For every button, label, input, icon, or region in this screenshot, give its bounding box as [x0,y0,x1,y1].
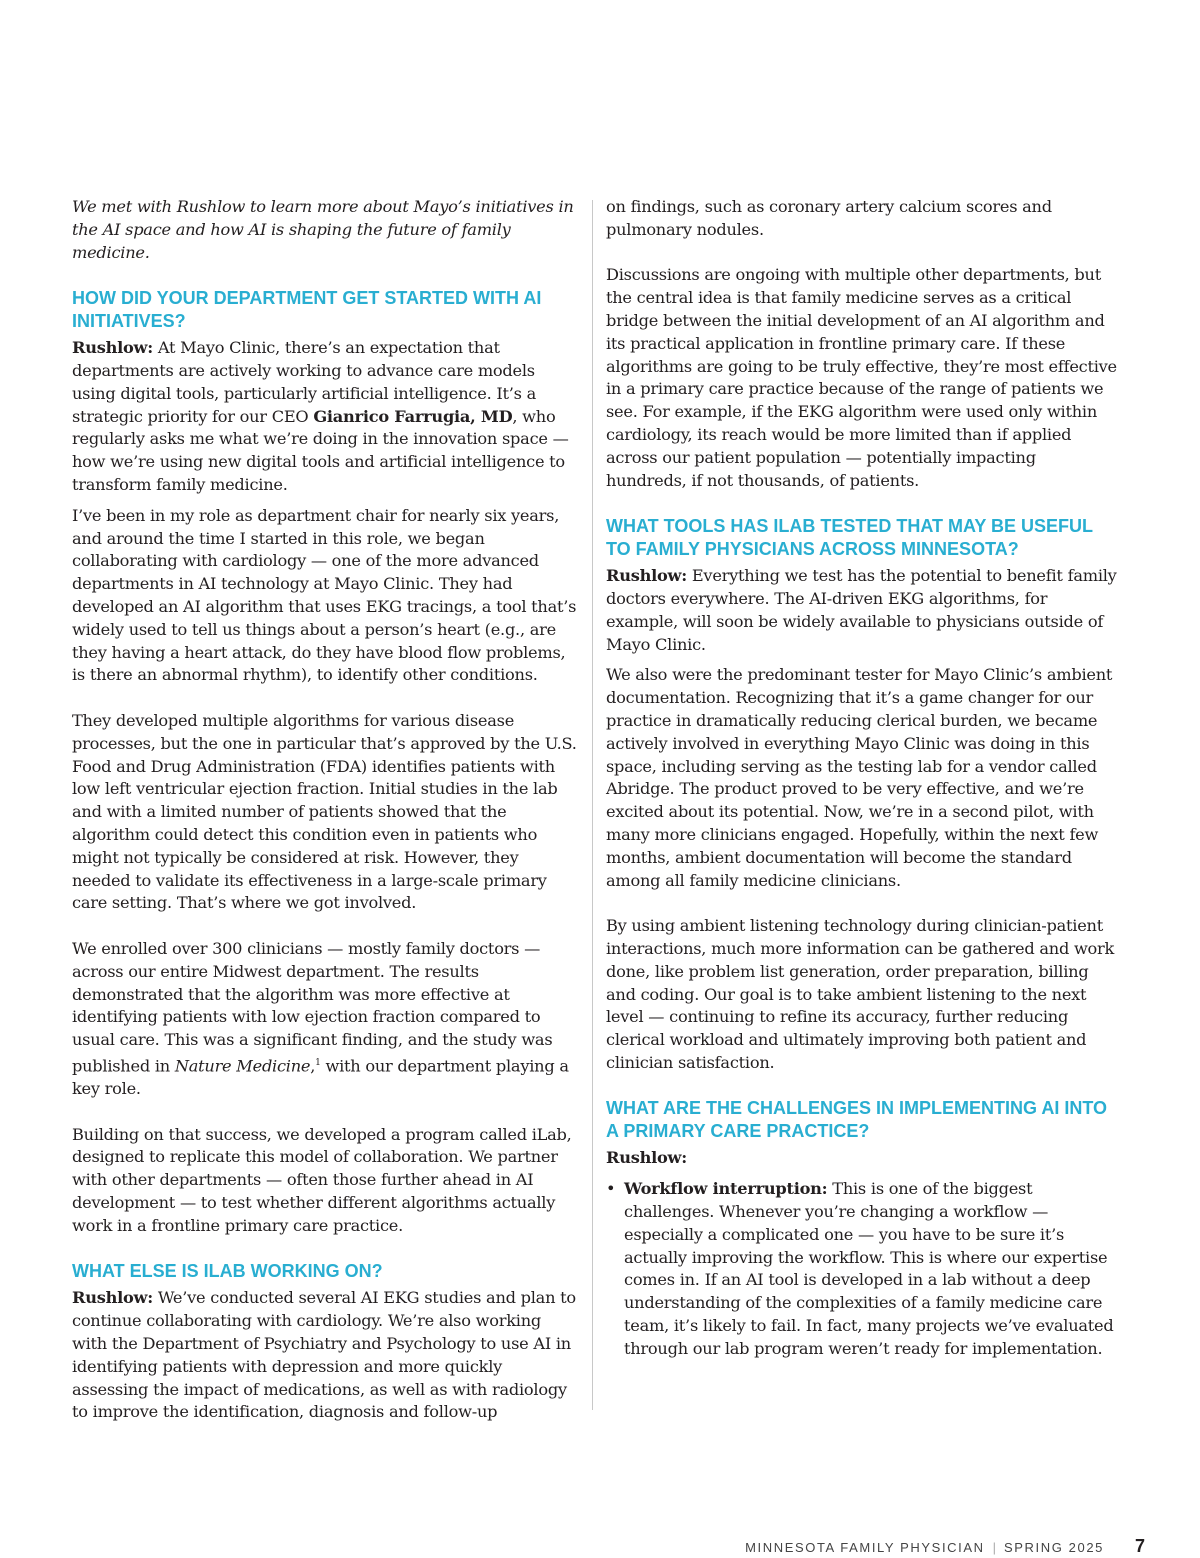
publication-name: MINNESOTA FAMILY PHYSICIAN [745,1540,985,1555]
body-paragraph: We enrolled over 300 clinicians — mostly family doctors — across our entire Midwest department. The results demonstrated that the algorithm was more effective at identifying patients with low ejection fraction compared to usual care. This was a significant finding, and the study was published in Nature Medicine,$^1$ with our department playing a key role. [72,938,569,1099]
intro-paragraph: We met with Rushlow to learn more about Mayo’s initiatives in the AI space and how AI is shaping the future of family medicine. [72,197,574,262]
speaker-label: Rushlow: [606,1148,687,1168]
issue-label: SPRING 2025 [1004,1540,1104,1555]
speaker-label: Rushlow: [72,338,153,358]
answer-paragraph [606,1147,1118,1170]
answer-paragraph: Rushlow: We’ve conducted several AI EKG studies and plan to continue collaborating with cardiology. We’re also working with the Department of Psychiatry and Psychology to use AI in identifying patients with depression and more quickly assessing the impact of medications, as well as with radiology to improve the identification, diagnosis and follow-up [72,1288,576,1422]
footnote-marker: 1 [315,1057,321,1068]
body-paragraph: Building on that success, we developed a program called iLab, designed to replicate this model of collaboration. We partner with other departments — often those further ahead in AI development — to test whether different algorithms actually work in a frontline primary care practice. [72,1124,572,1235]
question-heading-1: HOW DID YOUR DEPARTMENT GET STARTED WITH AI INITIATIVES? [72,288,542,332]
body-paragraph: Discussions are ongoing with multiple other departments, but the central idea is that family medicine serves as a critical bridge between the initial development of an AI algorithm and its practical application in frontline primary care. If these algorithms are going to be truly effective, they’re most effective in a primary care practice because of the range of patients we see. For example, if the EKG algorithm were used only within cardiology, its reach would be more limited than if applied across our patient population — potentially impacting hundreds, if not thousands, of patients. [606,265,1117,490]
list-item: • Workflow interruption: This is one of the biggest challenges. Whenever you’re changing a workflow — especially a complicated one — you have to be sure it’s actually improving the workflow. This is where our expertise comes in. If an AI tool is developed in a lab without a deep understanding of the complexities of a family medicine care team, it’s likely to fail. In fact, many projects we’ve evaluated through our lab program weren’t ready for implementation. [606,1178,1118,1360]
question-heading-4: WHAT ARE THE CHALLENGES IN IMPLEMENTING AI INTO A PRIMARY CARE PRACTICE? [606,1098,1107,1142]
left-column [72,196,578,1432]
column-divider [592,200,593,1410]
speaker-label: Rushlow: [72,1288,153,1308]
answer-paragraph: Rushlow: At Mayo Clinic, there’s an expectation that departments are actively working to advance care models using digital tools, particularly artificial intelligence. It’s a strategic priority for our CEO Gianrico Farrugia, MD, who regularly asks me what we’re doing in the innovation space — how we’re using new digital tools and artificial intelligence to transform family medicine. [72,338,569,494]
body-paragraph: By using ambient listening technology during clinician-patient interactions, much more information can be gathered and work done, like problem list generation, order preparation, billing and coding. Our goal is to take ambient listening to the next level — continuing to refine its accuracy, further reducing clerical workload and ultimately improving both patient and clinician satisfaction. [606,916,1115,1072]
right-column [606,196,1118,1361]
question-heading-2: WHAT ELSE IS ILAB WORKING ON? [72,1261,383,1282]
body-paragraph: I’ve been in my role as department chair for nearly six years, and around the time I started in this role, we began collaborating with cardiology — one of the more advanced departments in AI technology at Mayo Clinic. They had developed an AI algorithm that uses EKG tracings, a tool that’s widely used to tell us things about a person’s heart (e.g., are they having a heart attack, do they have blood flow problems, is there an abnormal rhythm), to identify other conditions. [72,505,577,685]
ceo-name: Gianrico Farrugia, MD [313,406,513,426]
body-paragraph: on findings, such as coronary artery calcium scores and pulmonary nodules. [606,197,1052,239]
question-heading-3: WHAT TOOLS HAS ILAB TESTED THAT MAY BE USEFUL TO FAMILY PHYSICIANS ACROSS MINNESOTA? [606,516,1093,560]
page-number: 7 [1134,1536,1145,1556]
page-footer [745,1540,1104,1555]
speaker-label: Rushlow: [606,566,687,586]
answer-paragraph: Rushlow: Everything we test has the potential to benefit family doctors everywhere. The AI-driven EKG algorithms, for example, will soon be widely available to physicians outside of Mayo Clinic. [606,566,1117,654]
body-paragraph: We also were the predominant tester for Mayo Clinic’s ambient documentation. Recognizing that it’s a game changer for our practice in dramatically reducing clerical burden, we became actively involved in everything Mayo Clinic was doing in this space, including serving as the testing lab for a vendor called Abridge. The product proved to be very effective, and we’re excited about its potential. Now, we’re in a second pilot, with many more clinicians engaged. Hopefully, within the next few months, ambient documentation will become the standard among all family medicine clinicians. [606,665,1113,890]
body-paragraph: They developed multiple algorithms for various disease processes, but the one in particular that’s approved by the U.S. Food and Drug Administration (FDA) identifies patients with low left ventricular ejection fraction. Initial studies in the lab and with a limited number of patients showed that the algorithm could detect this condition even in patients who might not typically be considered at risk. However, they needed to validate its effectiveness in a large-scale primary care setting. That’s where we got involved. [72,710,577,913]
journal-name: Nature Medicine [174,1056,311,1076]
footer-separator: | [992,1540,997,1555]
bullet-title: Workflow interruption: [624,1179,828,1199]
challenges-list [606,1178,1118,1360]
